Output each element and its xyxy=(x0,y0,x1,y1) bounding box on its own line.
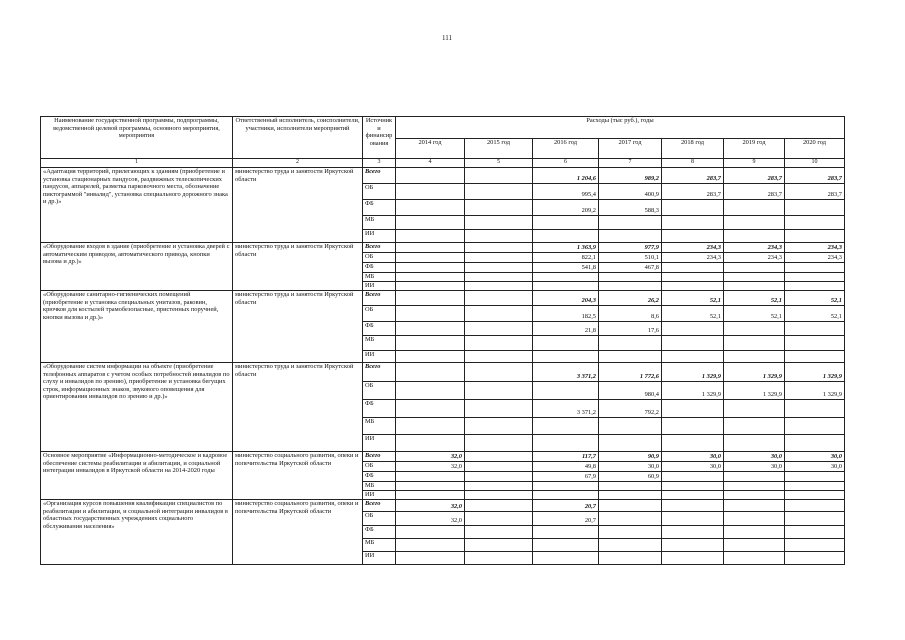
expense-value xyxy=(396,168,465,184)
expense-value: 400,9 xyxy=(599,184,662,200)
expense-value: 117,7 xyxy=(533,452,599,462)
header-responsible: Ответственный исполнитель, соисполнители, участники, исполнители мероприятий xyxy=(233,117,363,159)
expense-value xyxy=(533,435,599,452)
expense-value: 3 371,2 xyxy=(533,400,599,418)
expense-value xyxy=(533,526,599,539)
responsible-executor: министерство социального развития, опеки и попечительства Иркутской области xyxy=(233,452,363,500)
expense-value xyxy=(724,472,785,482)
expense-value xyxy=(724,539,785,552)
funding-source: Всего xyxy=(363,363,396,382)
expense-value xyxy=(465,243,533,253)
expense-value xyxy=(396,472,465,482)
funding-source: МБ xyxy=(363,482,396,491)
expense-value xyxy=(465,472,533,482)
expense-value xyxy=(724,322,785,336)
expense-value xyxy=(533,491,599,500)
funding-source: ИИ xyxy=(363,552,396,565)
expense-value xyxy=(662,418,724,435)
funding-source: ФБ xyxy=(363,400,396,418)
expense-value xyxy=(396,273,465,282)
expense-value: 52,1 xyxy=(662,291,724,306)
funding-source: ФБ xyxy=(363,526,396,539)
funding-source: ОБ xyxy=(363,253,396,263)
expense-value xyxy=(465,462,533,472)
expense-value xyxy=(396,306,465,322)
expense-value xyxy=(724,418,785,435)
expense-value xyxy=(599,552,662,565)
expense-value xyxy=(396,216,465,230)
funding-source: ИИ xyxy=(363,282,396,291)
expense-value xyxy=(599,351,662,363)
column-number: 3 xyxy=(363,159,396,168)
expense-value xyxy=(785,230,845,243)
expense-value xyxy=(724,216,785,230)
expense-value xyxy=(662,400,724,418)
header-expenses: Расходы (тыс руб.), годы xyxy=(396,117,845,139)
expense-value: 234,3 xyxy=(662,243,724,253)
expense-value: 32,0 xyxy=(396,462,465,472)
expense-value xyxy=(533,539,599,552)
expense-value: 1 772,6 xyxy=(599,363,662,382)
column-number: 4 xyxy=(396,159,465,168)
header-year: 2014 год xyxy=(396,139,465,159)
expense-value: 792,2 xyxy=(599,400,662,418)
column-number: 1 xyxy=(41,159,233,168)
expense-value xyxy=(785,200,845,216)
measure-name: Основное мероприятие «Информационно-методическое и кадровое обеспечение системы реабилитации и абилитации, и социальной интеграции инвалидов в Иркутской области на 2014-2020 годы xyxy=(41,452,233,500)
expense-value xyxy=(396,552,465,565)
expense-value xyxy=(724,500,785,512)
expense-value xyxy=(465,552,533,565)
expense-value xyxy=(599,273,662,282)
expense-value xyxy=(533,418,599,435)
responsible-executor: министерство труда и занятости Иркутской области xyxy=(233,168,363,243)
expense-value: 234,3 xyxy=(724,243,785,253)
funding-source: Всего xyxy=(363,168,396,184)
expense-value xyxy=(785,322,845,336)
expense-value xyxy=(465,363,533,382)
column-number: 2 xyxy=(233,159,363,168)
funding-source: МБ xyxy=(363,273,396,282)
expense-value xyxy=(724,552,785,565)
table-row xyxy=(41,500,845,512)
expense-value xyxy=(465,306,533,322)
expense-value xyxy=(396,351,465,363)
funding-source: ФБ xyxy=(363,263,396,273)
expense-value xyxy=(785,351,845,363)
expense-value: 3 371,2 xyxy=(533,363,599,382)
expense-value: 283,7 xyxy=(662,168,724,184)
expense-value xyxy=(785,500,845,512)
expense-value xyxy=(662,336,724,351)
expense-value xyxy=(465,168,533,184)
expense-value: 822,1 xyxy=(533,253,599,263)
expense-value xyxy=(533,282,599,291)
funding-source: ОБ xyxy=(363,184,396,200)
expense-value: 17,6 xyxy=(599,322,662,336)
expense-value xyxy=(396,291,465,306)
expense-value: 52,1 xyxy=(724,306,785,322)
expense-value: 1 329,9 xyxy=(724,363,785,382)
expense-value: 21,8 xyxy=(533,322,599,336)
expense-value xyxy=(396,482,465,491)
expense-value xyxy=(396,253,465,263)
funding-source: Всего xyxy=(363,243,396,253)
expense-value: 980,4 xyxy=(599,382,662,400)
funding-source: Всего xyxy=(363,452,396,462)
expense-value xyxy=(465,263,533,273)
expense-value xyxy=(396,526,465,539)
expense-value xyxy=(465,539,533,552)
table-row xyxy=(41,168,845,184)
budget-table xyxy=(40,116,845,565)
expense-value xyxy=(396,382,465,400)
responsible-executor: министерство труда и занятости Иркутской области xyxy=(233,243,363,291)
expense-value xyxy=(599,526,662,539)
expense-value: 32,0 xyxy=(396,500,465,512)
expense-value: 30,0 xyxy=(785,452,845,462)
expense-value: 283,7 xyxy=(785,184,845,200)
expense-value: 52,1 xyxy=(785,306,845,322)
expense-value xyxy=(396,230,465,243)
expense-value xyxy=(396,400,465,418)
expense-value xyxy=(662,472,724,482)
expense-value xyxy=(662,435,724,452)
expense-value xyxy=(599,482,662,491)
expense-value xyxy=(662,539,724,552)
expense-value xyxy=(724,273,785,282)
expense-value xyxy=(599,500,662,512)
expense-value xyxy=(785,491,845,500)
expense-value: 60,9 xyxy=(599,472,662,482)
expense-value xyxy=(465,253,533,263)
expense-value xyxy=(662,322,724,336)
expense-value xyxy=(785,482,845,491)
expense-value: 52,1 xyxy=(662,306,724,322)
expense-value: 30,0 xyxy=(724,452,785,462)
expense-value xyxy=(465,291,533,306)
expense-value: 90,9 xyxy=(599,452,662,462)
funding-source: ИИ xyxy=(363,230,396,243)
expense-value xyxy=(724,482,785,491)
funding-source: ОБ xyxy=(363,382,396,400)
expense-value: 32,0 xyxy=(396,452,465,462)
measure-name: «Организация курсов повышения квалификации специалистов по реабилитации и абилитации, и социальной интеграции инвалидов в областных государственных учреждениях социального обслуживания населения» xyxy=(41,500,233,565)
expense-value xyxy=(599,418,662,435)
expense-value xyxy=(599,435,662,452)
expense-value xyxy=(724,282,785,291)
expense-value: 283,7 xyxy=(724,168,785,184)
expense-value xyxy=(599,539,662,552)
expense-value: 1 363,9 xyxy=(533,243,599,253)
expense-value: 234,3 xyxy=(785,243,845,253)
expense-value: 30,0 xyxy=(785,462,845,472)
expense-value xyxy=(662,552,724,565)
funding-source: Всего xyxy=(363,291,396,306)
expense-value xyxy=(599,491,662,500)
expense-value: 1 329,9 xyxy=(785,363,845,382)
expense-value xyxy=(465,216,533,230)
expense-value xyxy=(465,282,533,291)
column-number: 10 xyxy=(785,159,845,168)
header-year: 2016 год xyxy=(533,139,599,159)
funding-source: МБ xyxy=(363,539,396,552)
expense-value xyxy=(465,482,533,491)
expense-value xyxy=(662,526,724,539)
header-year: 2020 год xyxy=(785,139,845,159)
expense-value xyxy=(662,500,724,512)
expense-value: 995,4 xyxy=(533,184,599,200)
expense-value xyxy=(662,491,724,500)
expense-value xyxy=(396,336,465,351)
expense-value xyxy=(785,336,845,351)
expense-value xyxy=(465,200,533,216)
table-row xyxy=(41,291,845,306)
funding-source: ИИ xyxy=(363,351,396,363)
expense-value xyxy=(465,526,533,539)
expense-value xyxy=(465,382,533,400)
expense-value xyxy=(465,418,533,435)
responsible-executor: министерство труда и занятости Иркутской области xyxy=(233,291,363,363)
expense-value xyxy=(724,435,785,452)
expense-value: 209,2 xyxy=(533,200,599,216)
measure-name: «Оборудование санитарно-гигиенических помещений (приобретение и установка специальных унитазов, раковин, крючков для костылей трамобезопасные, пристенных поручней, кнопки вызова и др.)» xyxy=(41,291,233,363)
expense-value xyxy=(599,282,662,291)
expense-value xyxy=(396,200,465,216)
expense-value xyxy=(599,230,662,243)
funding-source: ФБ xyxy=(363,472,396,482)
expense-value xyxy=(465,400,533,418)
expense-value xyxy=(465,230,533,243)
expense-value: 1 329,9 xyxy=(662,382,724,400)
expense-value xyxy=(599,512,662,526)
expense-value xyxy=(724,200,785,216)
expense-value: 30,0 xyxy=(599,462,662,472)
expense-value xyxy=(465,322,533,336)
expense-value: 204,3 xyxy=(533,291,599,306)
expense-value: 67,9 xyxy=(533,472,599,482)
header-year: 2017 год xyxy=(599,139,662,159)
expense-value xyxy=(599,336,662,351)
expense-value xyxy=(785,418,845,435)
expense-value xyxy=(785,216,845,230)
expense-value xyxy=(785,552,845,565)
column-number: 6 xyxy=(533,159,599,168)
page-number: 111 xyxy=(442,34,452,42)
header-year: 2018 год xyxy=(662,139,724,159)
responsible-executor: министерство труда и занятости Иркутской области xyxy=(233,363,363,452)
funding-source: ИИ xyxy=(363,435,396,452)
expense-value: 1 329,9 xyxy=(724,382,785,400)
expense-value xyxy=(465,491,533,500)
expense-value xyxy=(533,482,599,491)
expense-value xyxy=(396,491,465,500)
funding-source: МБ xyxy=(363,216,396,230)
expense-value xyxy=(724,526,785,539)
table-row xyxy=(41,363,845,382)
expense-value: 52,1 xyxy=(785,291,845,306)
expense-value: 182,5 xyxy=(533,306,599,322)
expense-value: 283,7 xyxy=(785,168,845,184)
expense-value xyxy=(465,336,533,351)
table-row xyxy=(41,243,845,253)
header-name: Наименование государственной программы, подпрограммы, ведомственной целевой программы, основного мероприятия, мероприятия xyxy=(41,117,233,159)
expense-value xyxy=(396,184,465,200)
expense-value: 30,0 xyxy=(724,462,785,472)
expense-value xyxy=(465,500,533,512)
expense-value: 49,8 xyxy=(533,462,599,472)
expense-value xyxy=(599,216,662,230)
table-row xyxy=(41,452,845,462)
expense-value xyxy=(724,230,785,243)
funding-source: ОБ xyxy=(363,512,396,526)
expense-value xyxy=(662,200,724,216)
responsible-executor: министерство социального развития, опеки и попечительства Иркутской области xyxy=(233,500,363,565)
funding-source: ФБ xyxy=(363,322,396,336)
expense-value xyxy=(662,282,724,291)
expense-value xyxy=(724,351,785,363)
expense-value: 588,3 xyxy=(599,200,662,216)
expense-value xyxy=(785,282,845,291)
expense-value: 20,7 xyxy=(533,500,599,512)
expense-value xyxy=(662,216,724,230)
expense-value xyxy=(785,526,845,539)
expense-value xyxy=(662,273,724,282)
funding-source: ОБ xyxy=(363,462,396,472)
funding-source: МБ xyxy=(363,336,396,351)
header-year: 2019 год xyxy=(724,139,785,159)
expense-value xyxy=(465,184,533,200)
expense-value xyxy=(785,273,845,282)
expense-value xyxy=(465,435,533,452)
measure-name: «Адаптация территорий, прилегающих к зданиям (приобретение и установка стационарных пандусов, раздвижных телескопических пандусов, аппарелей, разметка парковочного места, обозначение пиктограммой "инвалид", установка специального дорожного знака и др.)» xyxy=(41,168,233,243)
expense-value xyxy=(785,400,845,418)
expense-value xyxy=(533,336,599,351)
expense-value: 30,0 xyxy=(662,452,724,462)
expense-value xyxy=(662,230,724,243)
expense-value: 977,9 xyxy=(599,243,662,253)
column-number: 7 xyxy=(599,159,662,168)
expense-value xyxy=(724,263,785,273)
expense-value xyxy=(785,472,845,482)
expense-value: 234,3 xyxy=(724,253,785,263)
expense-value xyxy=(724,400,785,418)
expense-value xyxy=(533,216,599,230)
expense-value xyxy=(396,418,465,435)
expense-value xyxy=(724,491,785,500)
expense-value xyxy=(396,539,465,552)
expense-value xyxy=(662,482,724,491)
funding-source: Всего xyxy=(363,500,396,512)
column-number: 5 xyxy=(465,159,533,168)
expense-value xyxy=(396,263,465,273)
expense-value xyxy=(785,539,845,552)
expense-value: 510,1 xyxy=(599,253,662,263)
expense-value xyxy=(785,512,845,526)
expense-value xyxy=(533,552,599,565)
expense-value: 234,3 xyxy=(662,253,724,263)
expense-value xyxy=(662,263,724,273)
expense-value: 30,0 xyxy=(662,462,724,472)
expense-value xyxy=(465,273,533,282)
expense-value: 1 329,9 xyxy=(785,382,845,400)
expense-value xyxy=(533,273,599,282)
measure-name: «Оборудование входов в здание (приобретение и установка дверей с автоматическим приводом, автоматического привода, кнопки вызова и др.)» xyxy=(41,243,233,291)
funding-source: ФБ xyxy=(363,200,396,216)
expense-value xyxy=(533,230,599,243)
expense-value: 20,7 xyxy=(533,512,599,526)
expense-value xyxy=(662,512,724,526)
funding-source: ИИ xyxy=(363,491,396,500)
expense-value xyxy=(396,435,465,452)
expense-value xyxy=(465,452,533,462)
expense-value: 234,3 xyxy=(785,253,845,263)
expense-value xyxy=(396,363,465,382)
expense-value: 989,2 xyxy=(599,168,662,184)
expense-value: 8,6 xyxy=(599,306,662,322)
header-year: 2015 год xyxy=(465,139,533,159)
funding-source: ОБ xyxy=(363,306,396,322)
expense-value: 32,0 xyxy=(396,512,465,526)
expense-value xyxy=(465,351,533,363)
expense-value: 26,2 xyxy=(599,291,662,306)
expense-value xyxy=(724,336,785,351)
column-number: 8 xyxy=(662,159,724,168)
expense-value xyxy=(465,512,533,526)
expense-value: 52,1 xyxy=(724,291,785,306)
expense-value xyxy=(785,263,845,273)
expense-value: 283,7 xyxy=(662,184,724,200)
header-source: Источник и финансир ования xyxy=(363,117,396,159)
expense-value xyxy=(662,351,724,363)
expense-value xyxy=(533,351,599,363)
expense-value: 1 204,6 xyxy=(533,168,599,184)
expense-value: 283,7 xyxy=(724,184,785,200)
column-number: 9 xyxy=(724,159,785,168)
expense-value xyxy=(396,322,465,336)
expense-value xyxy=(785,435,845,452)
funding-source: МБ xyxy=(363,418,396,435)
expense-value xyxy=(533,382,599,400)
expense-value: 1 329,9 xyxy=(662,363,724,382)
expense-value xyxy=(396,282,465,291)
expense-value xyxy=(396,243,465,253)
expense-value: 467,8 xyxy=(599,263,662,273)
expense-value xyxy=(724,512,785,526)
expense-value: 541,8 xyxy=(533,263,599,273)
measure-name: «Оборудование систем информации на объекте (приобретение телефонных аппаратов с учетом особых потребностей инвалидов по слуху и инвалидов по зрению), приобретение и установка бегущих строк, информационных знаков, звукового оповещения для ориентирования инвалидов по зрению и др.)» xyxy=(41,363,233,452)
